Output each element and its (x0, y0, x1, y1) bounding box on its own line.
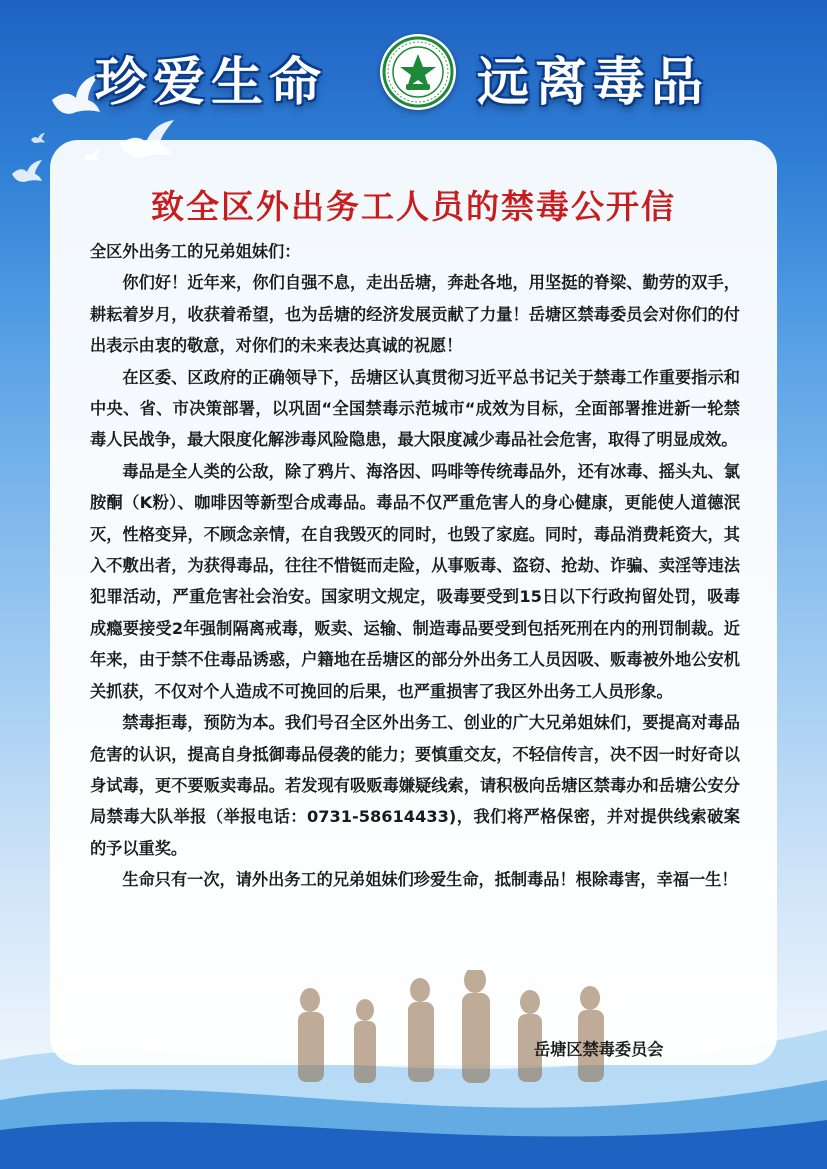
letter-paragraph: 毒品是全人类的公敌，除了鸦片、海洛因、吗啡等传统毒品外，还有冰毒、摇头丸、氯胺酮（K粉）、咖啡因等新型合成毒品。毒品不仅严重危害人的身心健康，更能使人道德泯灭，性格变异，不顾念亲情，在自我毁灭的同时，也毁了家庭。同时，毒品消费耗资大，其入不敷出者，为获得毒品，往往不惜铤而走险，从事贩毒、盗窃、抢劫、诈骗、卖淫等违法犯罪活动，严重危害社会治安。国家明文规定，吸毒要受到15日以下行政拘留处罚，吸毒成瘾要接受2年强制隔离戒毒，贩卖、运输、制造毒品要受到包括死刑在内的刑罚制裁。近年来，由于禁不住毒品诱惑，户籍地在岳塘区的部分外出务工人员因吸、贩毒被外地公安机关抓获，不仅对个人造成不可挽回的后果，也严重损害了我区外出务工人员形象。 (90, 461, 740, 701)
letter-paragraph: 在区委、区政府的正确领导下，岳塘区认真贯彻习近平总书记关于禁毒工作重要指示和中央、省、市决策部署，以巩固“全国禁毒示范城市“成效为目标，全面部署推进新一轮禁毒人民战争，最大限度化解涉毒风险隐患，最大限度减少毒品社会危害，取得了明显成效。 (90, 367, 740, 450)
letter-body (90, 236, 740, 896)
slogan-right: 远离毒品 (477, 53, 710, 113)
letter-salutation: 全区外出务工的兄弟姐妹们： (90, 242, 301, 261)
letter-paragraph: 生命只有一次，请外出务工的兄弟姐妹们珍爱生命，抵制毒品！根除毒害，幸福一生！ (122, 870, 738, 890)
anti-drug-emblem-icon (380, 34, 456, 110)
letter-title: 致全区外出务工人员的禁毒公开信 (151, 187, 676, 226)
slogan-left: 珍爱生命 (95, 53, 328, 113)
dove-icon (30, 132, 46, 144)
letter-paragraph: 禁毒拒毒，预防为本。我们号召全区外出务工、创业的广大兄弟姐妹们，要提高对毒品危害的认识，提高自身抵御毒品侵袭的能力；要慎重交友，不轻信传言，决不因一时好奇以身试毒，更不要贩卖毒品。若发现有吸贩毒嫌疑线索，请积极向岳塘区禁毒办和岳塘公安分局禁毒大队举报（举报电话：0731-58614433)，我们将严格保密，并对提供线索破案的予以重奖。 (90, 713, 740, 858)
dove-icon (10, 158, 44, 184)
letter-signature: 岳塘区禁毒委员会 (534, 1040, 664, 1059)
open-letter-card (50, 140, 777, 1065)
letter-paragraph: 你们好！近年来，你们自强不息，走出岳塘，奔赴各地，用坚挺的脊梁、勤劳的双手，耕耘着岁月，收获着希望，也为岳塘的经济发展贡献了力量！岳塘区禁毒委员会对你们的付出表示由衷的敬意，对你们的未来表达真诚的祝愿！ (90, 273, 740, 356)
header-banner (0, 0, 827, 140)
